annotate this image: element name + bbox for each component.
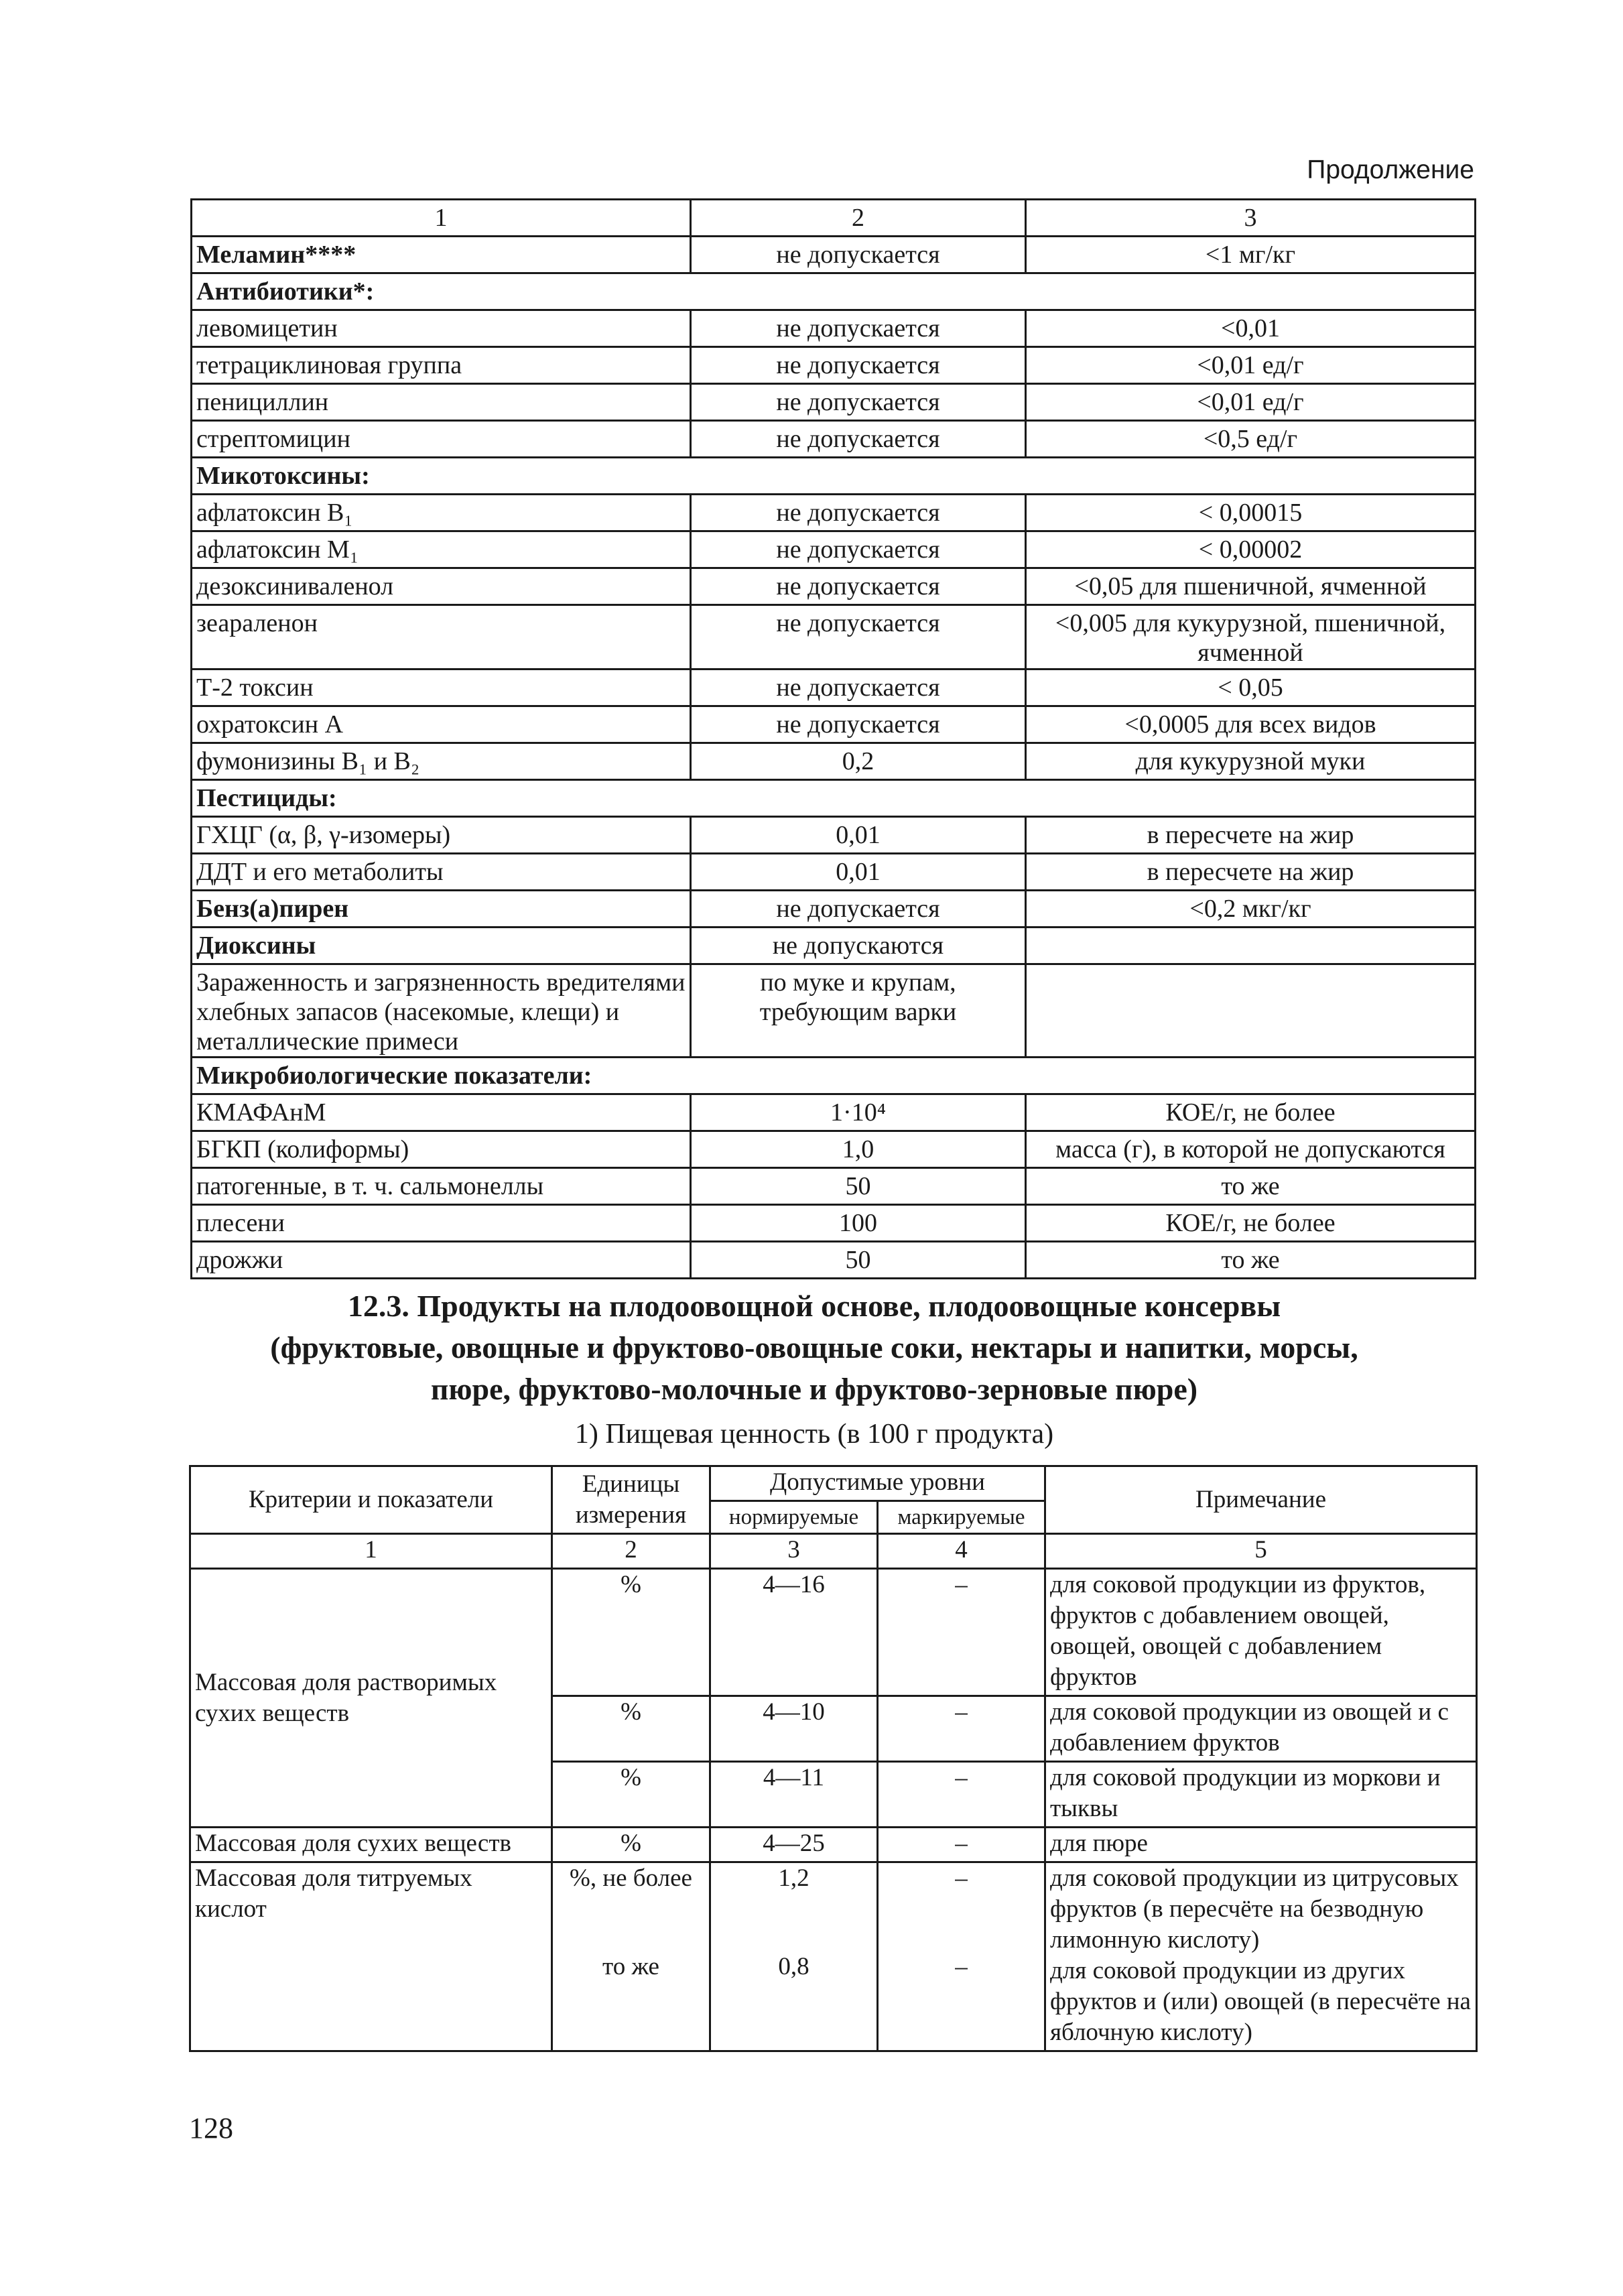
level-cell: 1·10⁴ <box>691 1094 1026 1131</box>
labeled-cell: – <box>878 1828 1045 1862</box>
level-cell: по муке и крупам, требующим варки <box>691 964 1026 1058</box>
indicator-cell: дрожжи <box>192 1242 691 1279</box>
note-cell: <0,005 для кукурузной, пшеничной, ячменной <box>1026 605 1476 669</box>
labeled-value: – <box>955 1864 968 1892</box>
titratable-acids-criteria: Массовая доля титруемых кислот <box>190 1862 552 2051</box>
units-header: Единицы измерения <box>552 1466 710 1534</box>
table-row <box>192 928 1476 964</box>
level-cell: 0,2 <box>691 743 1026 780</box>
note-cell: для кукурузной муки <box>1026 743 1476 780</box>
level-cell: не допускается <box>691 495 1026 531</box>
table-row <box>192 1094 1476 1131</box>
table-row <box>192 669 1476 706</box>
note-cell <box>1026 928 1476 964</box>
table-row <box>192 964 1476 1058</box>
level-cell: не допускается <box>691 605 1026 669</box>
unit-value: то же <box>602 1953 659 1980</box>
table-row <box>192 1131 1476 1168</box>
note-cell: < 0,00015 <box>1026 495 1476 531</box>
normed-value: 0,8 <box>778 1953 809 1980</box>
column-number-2: 2 <box>691 200 1026 237</box>
normed-value: 1,2 <box>778 1864 809 1892</box>
nutrition-subheading: 1) Пищевая ценность (в 100 г продукта) <box>574 1419 1054 1450</box>
note-cell: для соковой продукции из моркови и тыквы <box>1045 1762 1477 1828</box>
note-cell: < 0,00002 <box>1026 531 1476 568</box>
indicator-cell: пенициллин <box>192 384 691 421</box>
indicator-cell: тетрациклиновая группа <box>192 347 691 384</box>
level-cell: 50 <box>691 1242 1026 1279</box>
normed-header: нормируемые <box>710 1501 878 1534</box>
indicator-cell: охратоксин А <box>192 706 691 743</box>
level-cell: 0,01 <box>691 817 1026 854</box>
indicator-cell: ГХЦГ (α, β, γ-изомеры) <box>192 817 691 854</box>
section-title-line-2: (фруктовые, овощные и фруктово-овощные соки, нектары и напитки, морсы, <box>270 1330 1358 1364</box>
indicator-cell: дезоксиниваленол <box>192 568 691 605</box>
level-cell: не допускается <box>691 421 1026 458</box>
table-row <box>192 1168 1476 1205</box>
normed-cell: 4—25 <box>710 1828 878 1862</box>
indicator-cell: стрептомицин <box>192 421 691 458</box>
indicator-cell: Диоксины <box>192 928 691 964</box>
note-cell: КОЕ/г, не более <box>1026 1205 1476 1242</box>
section-row <box>192 458 1476 495</box>
section-title <box>168 1285 1461 1410</box>
unit-cell: % <box>552 1828 710 1862</box>
indicator-cell: ДДТ и его метаболиты <box>192 854 691 891</box>
table-row <box>192 743 1476 780</box>
level-cell: 0,01 <box>691 854 1026 891</box>
column-number-3: 3 <box>1026 200 1476 237</box>
table-row <box>192 421 1476 458</box>
column-number: 5 <box>1045 1534 1477 1569</box>
note-cell: <0,01 <box>1026 310 1476 347</box>
note-cell <box>1045 1862 1477 2051</box>
indicator-cell: КМАФАнМ <box>192 1094 691 1131</box>
table-row <box>192 568 1476 605</box>
level-cell: не допускается <box>691 237 1026 273</box>
indicator-cell: Зараженность и загрязненность вредителями хлебных запасов (насекомые, клещи) и металлические примеси <box>192 964 691 1058</box>
table-row <box>192 706 1476 743</box>
normed-cell: 4—16 <box>710 1569 878 1696</box>
level-cell: не допускаются <box>691 928 1026 964</box>
note-cell: масса (г), в которой не допускаются <box>1026 1131 1476 1168</box>
note-cell <box>1026 964 1476 1058</box>
nutrition-table <box>189 1465 1478 2052</box>
indicator-cell: фумонизины B₁ и B₂ <box>192 743 691 780</box>
safety-requirements-table <box>190 198 1476 1279</box>
table-row <box>192 891 1476 928</box>
column-number: 2 <box>552 1534 710 1569</box>
level-cell: не допускается <box>691 706 1026 743</box>
table-row <box>192 347 1476 384</box>
table-row <box>192 384 1476 421</box>
dry-solids-criteria: Массовая доля сухих веществ <box>190 1828 552 1862</box>
continued-label: Продолжение <box>1307 155 1474 184</box>
soluble-solids-criteria: Массовая доля растворимых сухих веществ <box>190 1569 552 1828</box>
section-row <box>192 1058 1476 1094</box>
column-number-1: 1 <box>192 200 691 237</box>
indicator-cell: патогенные, в т. ч. сальмонеллы <box>192 1168 691 1205</box>
column-numbers-row <box>190 1534 1477 1569</box>
section-row <box>192 273 1476 310</box>
labeled-cell: – <box>878 1696 1045 1762</box>
level-cell: не допускается <box>691 531 1026 568</box>
criteria-header: Критерии и показатели <box>190 1466 552 1534</box>
table-row <box>190 1862 1477 2051</box>
note-header: Примечание <box>1045 1466 1477 1534</box>
table-row <box>192 495 1476 531</box>
indicator-cell: Бенз(а)пирен <box>192 891 691 928</box>
column-number: 3 <box>710 1534 878 1569</box>
section-title-line-1: 12.3. Продукты на плодоовощной основе, плодоовощные консервы <box>347 1289 1281 1323</box>
note-cell: для пюре <box>1045 1828 1477 1862</box>
table-row <box>192 237 1476 273</box>
labeled-value: – <box>955 1953 968 1980</box>
table-header-row <box>192 200 1476 237</box>
note-cell: КОЕ/г, не более <box>1026 1094 1476 1131</box>
normed-cell <box>710 1862 878 2051</box>
safety-requirements-table-body <box>192 200 1476 1279</box>
level-cell: не допускается <box>691 669 1026 706</box>
indicator-cell: плесени <box>192 1205 691 1242</box>
labeled-cell: – <box>878 1762 1045 1828</box>
section-heading: Микробиологические показатели: <box>192 1058 1476 1094</box>
indicator-cell: левомицетин <box>192 310 691 347</box>
level-cell: 100 <box>691 1205 1026 1242</box>
section-heading: Антибиотики*: <box>192 273 1476 310</box>
unit-cell: % <box>552 1762 710 1828</box>
unit-value: %, не более <box>570 1864 692 1892</box>
normed-cell: 4—10 <box>710 1696 878 1762</box>
page-number: 128 <box>189 2112 233 2145</box>
table-row <box>190 1828 1477 1862</box>
note-cell: <1 мг/кг <box>1026 237 1476 273</box>
note-cell: то же <box>1026 1242 1476 1279</box>
note-cell: <0,01 ед/г <box>1026 347 1476 384</box>
note-cell: < 0,05 <box>1026 669 1476 706</box>
unit-cell: % <box>552 1569 710 1696</box>
note-cell: <0,2 мкг/кг <box>1026 891 1476 928</box>
section-heading: Пестициды: <box>192 780 1476 817</box>
note-cell: <0,0005 для всех видов <box>1026 706 1476 743</box>
level-cell: не допускается <box>691 568 1026 605</box>
note-cell: для соковой продукции из овощей и с добавлением фруктов <box>1045 1696 1477 1762</box>
level-cell: не допускается <box>691 310 1026 347</box>
labeled-cell <box>878 1862 1045 2051</box>
unit-cell <box>552 1862 710 2051</box>
note-value: для соковой продукции из цитрусовых фруктов (в пересчёте на безводную лимонную кислоту) <box>1050 1864 1459 1954</box>
level-cell: не допускается <box>691 891 1026 928</box>
table-row <box>192 605 1476 669</box>
level-cell: 50 <box>691 1168 1026 1205</box>
level-cell: не допускается <box>691 347 1026 384</box>
note-cell: для соковой продукции из фруктов, фруктов с добавлением овощей, овощей, овощей с добавлением фруктов <box>1045 1569 1477 1696</box>
indicator-cell: БГКП (колиформы) <box>192 1131 691 1168</box>
indicator-cell: Меламин**** <box>192 237 691 273</box>
level-cell: не допускается <box>691 384 1026 421</box>
nutrition-header-row <box>190 1466 1477 1501</box>
table-row <box>192 1242 1476 1279</box>
unit-cell: % <box>552 1696 710 1762</box>
labeled-header: маркируемые <box>878 1501 1045 1534</box>
note-cell: <0,05 для пшеничной, ячменной <box>1026 568 1476 605</box>
column-number: 1 <box>190 1534 552 1569</box>
section-heading: Микотоксины: <box>192 458 1476 495</box>
section-row <box>192 780 1476 817</box>
levels-header: Допустимые уровни <box>710 1466 1045 1501</box>
note-cell: в пересчете на жир <box>1026 817 1476 854</box>
note-cell: в пересчете на жир <box>1026 854 1476 891</box>
indicator-cell: Т-2 токсин <box>192 669 691 706</box>
indicator-cell: афлатоксин M₁ <box>192 531 691 568</box>
table-row <box>190 1569 1477 1696</box>
section-title-line-3: пюре, фруктово-молочные и фруктово-зерновые пюре) <box>430 1372 1198 1406</box>
table-row <box>192 1205 1476 1242</box>
indicator-cell: зеараленон <box>192 605 691 669</box>
table-row <box>192 817 1476 854</box>
note-value: для соковой продукции из других фруктов и (или) овощей (в пересчёте на яблочную кислоту) <box>1050 1957 1471 2046</box>
table-row <box>192 854 1476 891</box>
level-cell: 1,0 <box>691 1131 1026 1168</box>
note-cell: <0,5 ед/г <box>1026 421 1476 458</box>
table-row <box>192 531 1476 568</box>
note-cell: <0,01 ед/г <box>1026 384 1476 421</box>
table-row <box>192 310 1476 347</box>
column-number: 4 <box>878 1534 1045 1569</box>
labeled-cell: – <box>878 1569 1045 1696</box>
normed-cell: 4—11 <box>710 1762 878 1828</box>
note-cell: то же <box>1026 1168 1476 1205</box>
indicator-cell: афлатоксин B₁ <box>192 495 691 531</box>
